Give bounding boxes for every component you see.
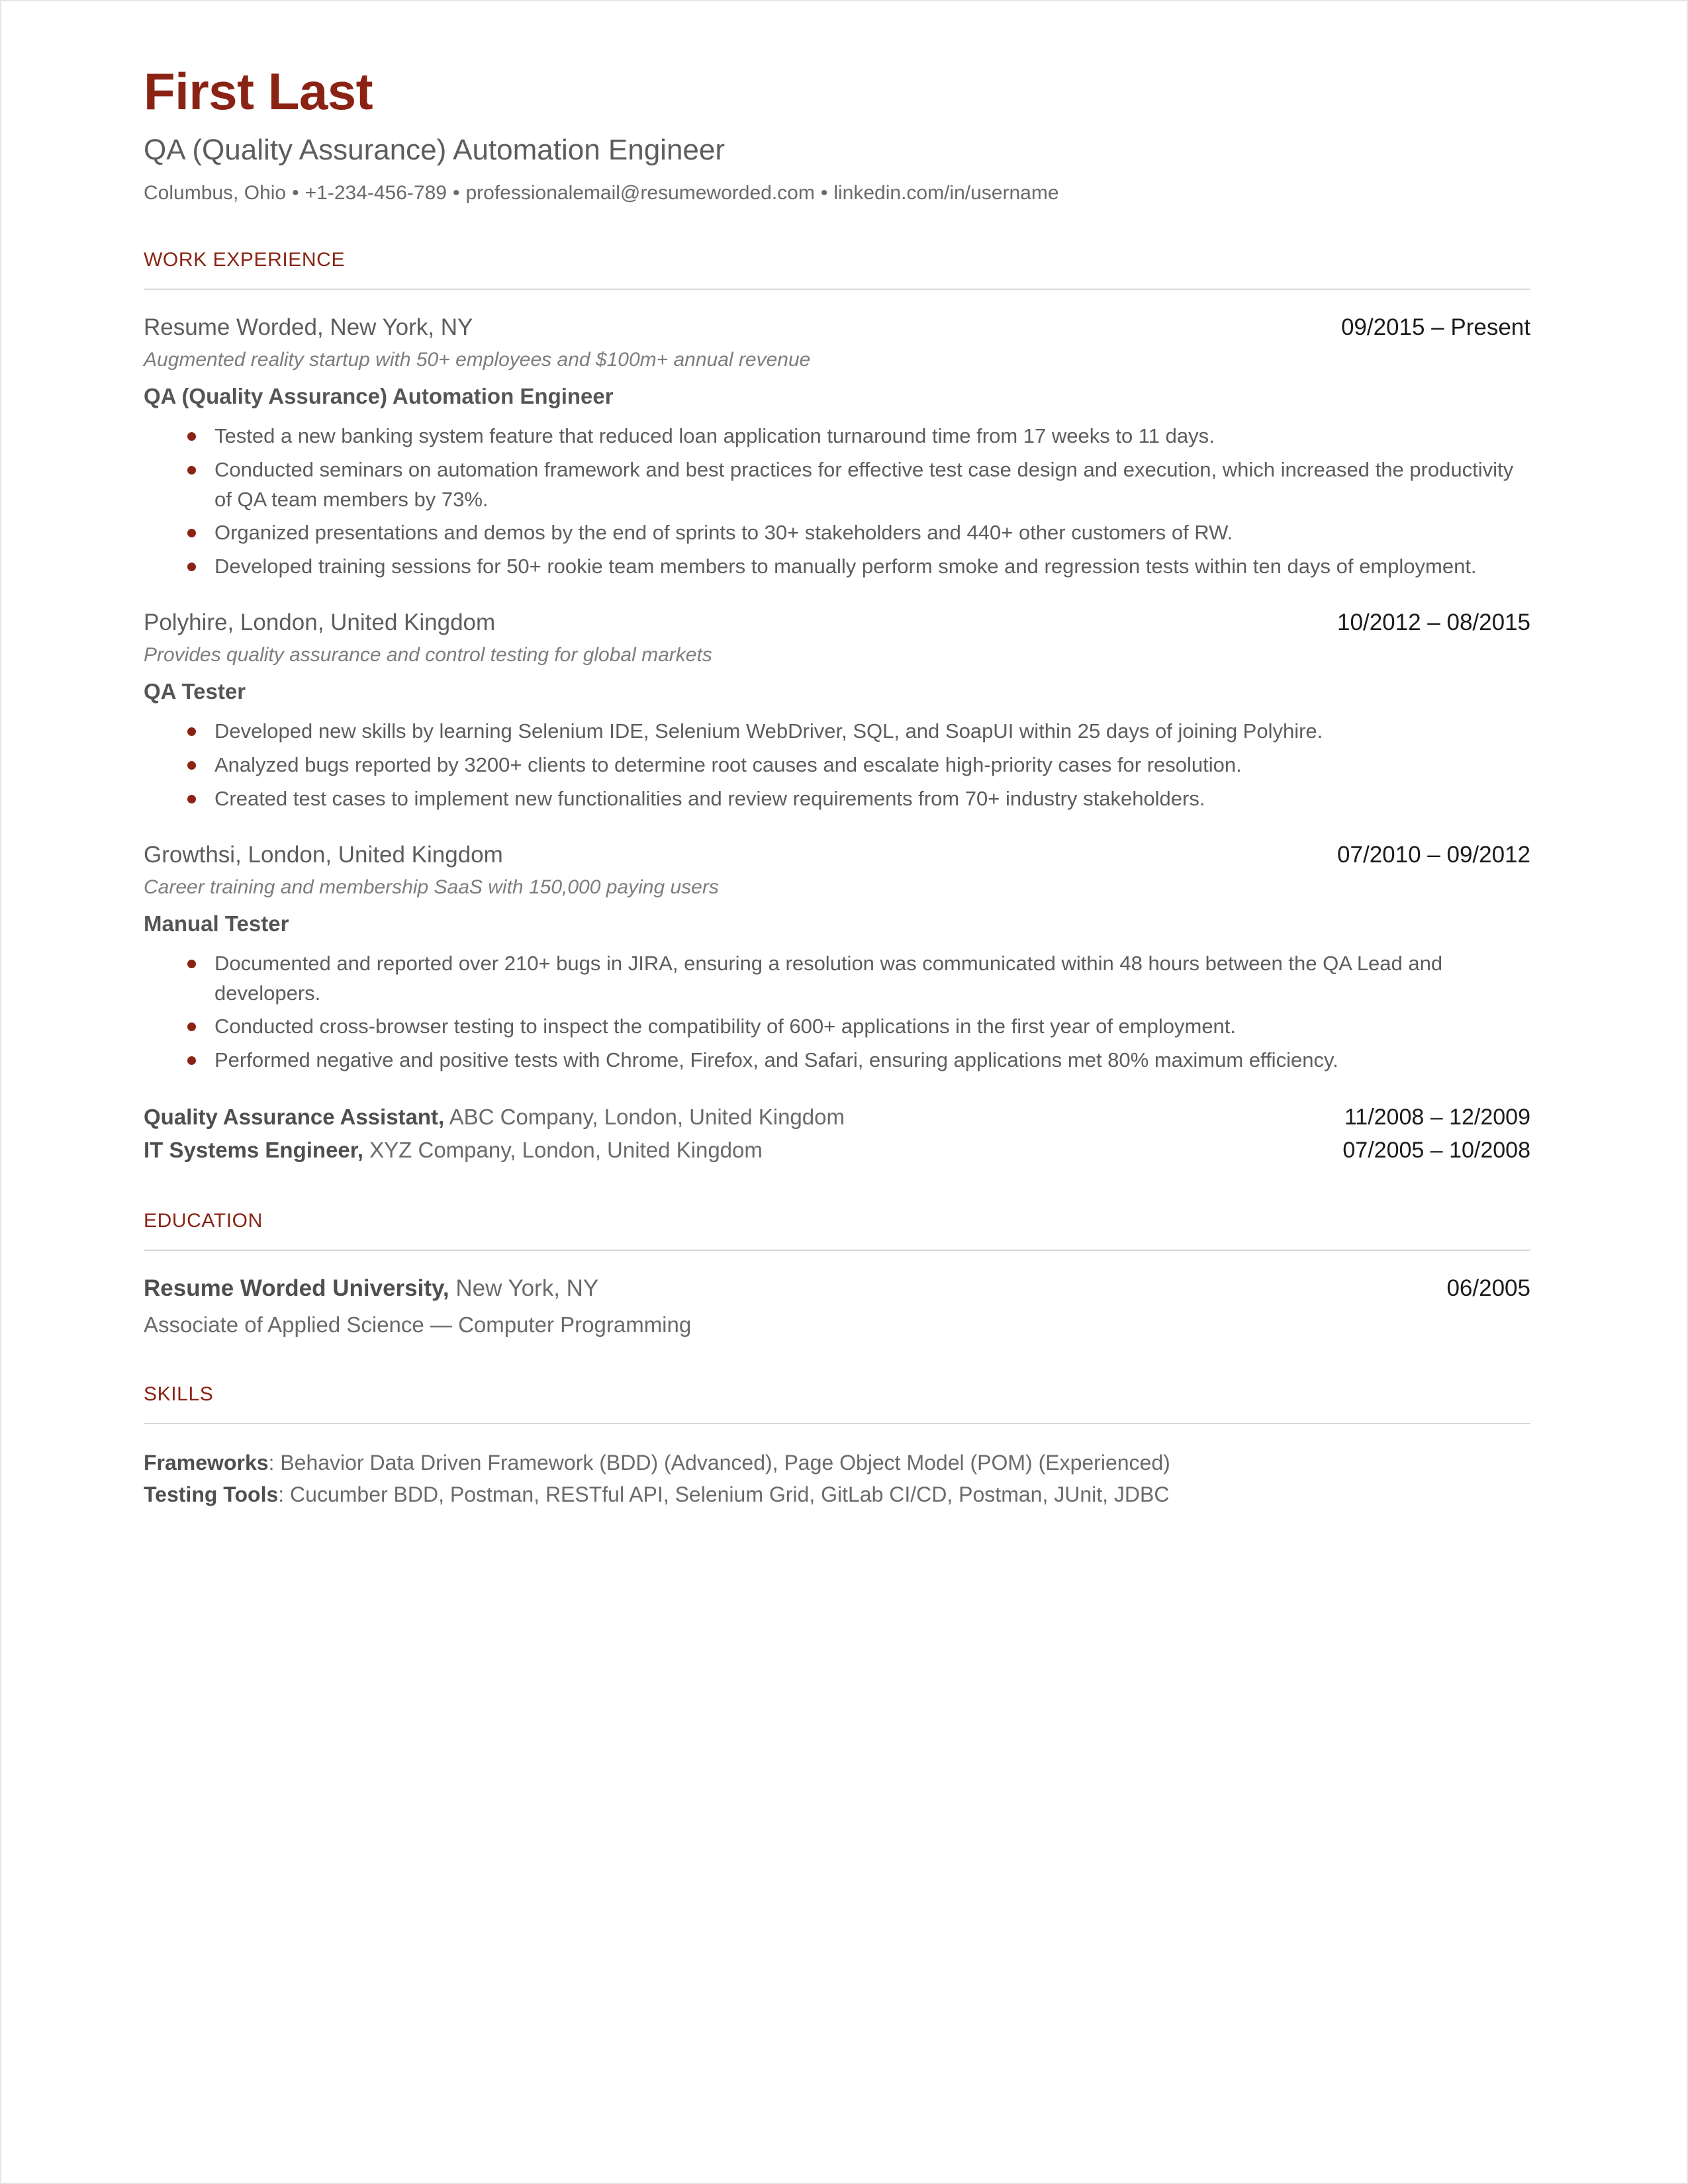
work-company-blurb: Career training and membership SaaS with 150,000 paying users xyxy=(144,876,719,898)
bullet-dot-icon xyxy=(187,795,196,803)
section-title-education: EDUCATION xyxy=(144,1210,263,1232)
work-bullet-list xyxy=(144,717,1530,813)
work-dates: 07/2010 – 09/2012 xyxy=(1337,842,1530,868)
skill-category-label: Frameworks xyxy=(144,1451,269,1475)
work-company-blurb: Provides quality assurance and control testing for global markets xyxy=(144,643,712,666)
work-bullet xyxy=(144,751,1530,780)
work-compact-role: Quality Assurance Assistant, xyxy=(144,1104,445,1129)
work-bullet xyxy=(144,1046,1530,1075)
contact-separator-2: • xyxy=(452,181,460,204)
work-compact-entry xyxy=(144,1102,1530,1133)
work-bullet xyxy=(144,518,1530,548)
work-bullet-text: Conducted cross-browser testing to inspect the compatibility of 600+ applications in the first year of employment. xyxy=(214,1015,1237,1038)
work-company: Polyhire, London, United Kingdom xyxy=(144,610,496,636)
section-divider-skills xyxy=(144,1423,1530,1424)
education-dates: 06/2005 xyxy=(1446,1275,1530,1302)
work-bullet xyxy=(144,1012,1530,1042)
work-entry xyxy=(144,312,1530,581)
work-bullet xyxy=(144,455,1530,514)
work-compact-company: XYZ Company, London, United Kingdom xyxy=(363,1138,763,1163)
work-compact-dates: 07/2005 – 10/2008 xyxy=(1342,1138,1530,1163)
work-role-title: Manual Tester xyxy=(144,911,289,936)
bullet-dot-icon xyxy=(187,529,196,537)
section-divider-education xyxy=(144,1250,1530,1251)
work-dates: 09/2015 – Present xyxy=(1340,314,1530,341)
section-work-experience xyxy=(144,249,1530,1166)
work-bullet xyxy=(144,949,1530,1008)
work-bullet xyxy=(144,422,1530,451)
section-title-work: WORK EXPERIENCE xyxy=(144,249,346,271)
work-bullet-list xyxy=(144,422,1530,581)
work-company-blurb: Augmented reality startup with 50+ employees and $100m+ annual revenue xyxy=(144,348,811,371)
work-compact-role-company xyxy=(144,1135,763,1166)
section-divider-work xyxy=(144,289,1530,290)
bullet-dot-icon xyxy=(187,466,196,475)
work-bullet-text: Organized presentations and demos by the end of sprints to 30+ stakeholders and 440+ other customers of RW. xyxy=(214,521,1233,545)
education-school-location xyxy=(144,1273,598,1304)
skill-category-label: Testing Tools xyxy=(144,1482,279,1507)
bullet-dot-icon xyxy=(187,1023,196,1031)
work-bullet xyxy=(144,784,1530,814)
contact-phone: +1-234-456-789 xyxy=(305,181,447,204)
work-bullet-text: Developed training sessions for 50+ rookie team members to manually perform smoke and regression tests within ten days of employment. xyxy=(214,554,1477,578)
work-dates: 10/2012 – 08/2015 xyxy=(1337,610,1530,636)
bullet-dot-icon xyxy=(187,563,196,571)
work-role-title: QA (Quality Assurance) Automation Engineer xyxy=(144,384,614,409)
work-bullet-text: Tested a new banking system feature that reduced loan application turnaround time from 17 weeks to 11 days. xyxy=(214,424,1215,448)
bullet-dot-icon xyxy=(187,761,196,770)
work-bullet-list xyxy=(144,949,1530,1075)
work-role-title: QA Tester xyxy=(144,679,246,704)
skill-line xyxy=(144,1479,1530,1510)
candidate-headline: QA (Quality Assurance) Automation Engineer xyxy=(144,133,726,166)
work-bullet-text: Analyzed bugs reported by 3200+ clients to determine root causes and escalate high-priority cases for resolution. xyxy=(214,752,1242,776)
work-entry-header xyxy=(144,312,1530,343)
contact-separator-1: • xyxy=(292,181,299,204)
work-entry-header xyxy=(144,608,1530,638)
contact-linkedin[interactable]: linkedin.com/in/username xyxy=(833,181,1059,204)
skill-category-value: : Behavior Data Driven Framework (BDD) (Advanced), Page Object Model (POM) (Experienced) xyxy=(268,1451,1170,1475)
education-entry xyxy=(144,1273,1530,1340)
work-bullet-text: Performed negative and positive tests with Chrome, Firefox, and Safari, ensuring applications met 80% maximum efficiency. xyxy=(214,1048,1338,1071)
contact-location: Columbus, Ohio xyxy=(144,181,287,204)
education-entry-header xyxy=(144,1273,1530,1304)
work-bullet xyxy=(144,717,1530,747)
education-degree: Associate of Applied Science — Computer Programming xyxy=(144,1312,692,1337)
bullet-dot-icon xyxy=(187,1056,196,1065)
work-bullet-text: Developed new skills by learning Selenium IDE, Selenium WebDriver, SQL, and SoapUI within 25 days of joining Polyhire. xyxy=(214,719,1323,743)
contact-email[interactable]: professionalemail@resumeworded.com xyxy=(465,181,815,204)
work-compact-role: IT Systems Engineer, xyxy=(144,1138,363,1163)
work-bullet-text: Documented and reported over 210+ bugs in JIRA, ensuring a resolution was communicated within 48 hours between the QA Lead and developers. xyxy=(214,952,1443,1005)
candidate-name: First Last xyxy=(144,62,373,120)
section-skills xyxy=(144,1383,1530,1510)
skill-category-value: : Cucumber BDD, Postman, RESTful API, Selenium Grid, GitLab CI/CD, Postman, JUnit, JDBC xyxy=(278,1482,1170,1507)
work-compact-entry xyxy=(144,1135,1530,1166)
bullet-dot-icon xyxy=(187,960,196,968)
contact-line xyxy=(144,181,1530,206)
contact-separator-3: • xyxy=(820,181,828,204)
work-company: Resume Worded, New York, NY xyxy=(144,314,473,341)
resume-content xyxy=(144,64,1530,1510)
work-company: Growthsi, London, United Kingdom xyxy=(144,842,503,868)
resume-header xyxy=(144,64,1530,205)
work-compact-entries xyxy=(144,1102,1530,1167)
bullet-dot-icon xyxy=(187,727,196,736)
work-compact-company: ABC Company, London, United Kingdom xyxy=(444,1104,845,1129)
work-bullet-text: Conducted seminars on automation framework and best practices for effective test case design and execution, which increased the productivity of QA team members by 73%. xyxy=(214,457,1514,511)
work-compact-role-company xyxy=(144,1102,845,1133)
section-education xyxy=(144,1210,1530,1340)
work-bullet-text: Created test cases to implement new functionalities and review requirements from 70+ industry stakeholders. xyxy=(214,786,1205,810)
education-school: Resume Worded University, xyxy=(144,1275,449,1302)
work-entry xyxy=(144,608,1530,813)
work-entry-header xyxy=(144,840,1530,870)
skill-line xyxy=(144,1447,1530,1479)
work-bullet xyxy=(144,552,1530,582)
work-compact-dates: 11/2008 – 12/2009 xyxy=(1344,1104,1530,1130)
bullet-dot-icon xyxy=(187,432,196,441)
section-title-skills: SKILLS xyxy=(144,1383,214,1406)
education-location: New York, NY xyxy=(449,1275,599,1302)
work-entry xyxy=(144,840,1530,1075)
